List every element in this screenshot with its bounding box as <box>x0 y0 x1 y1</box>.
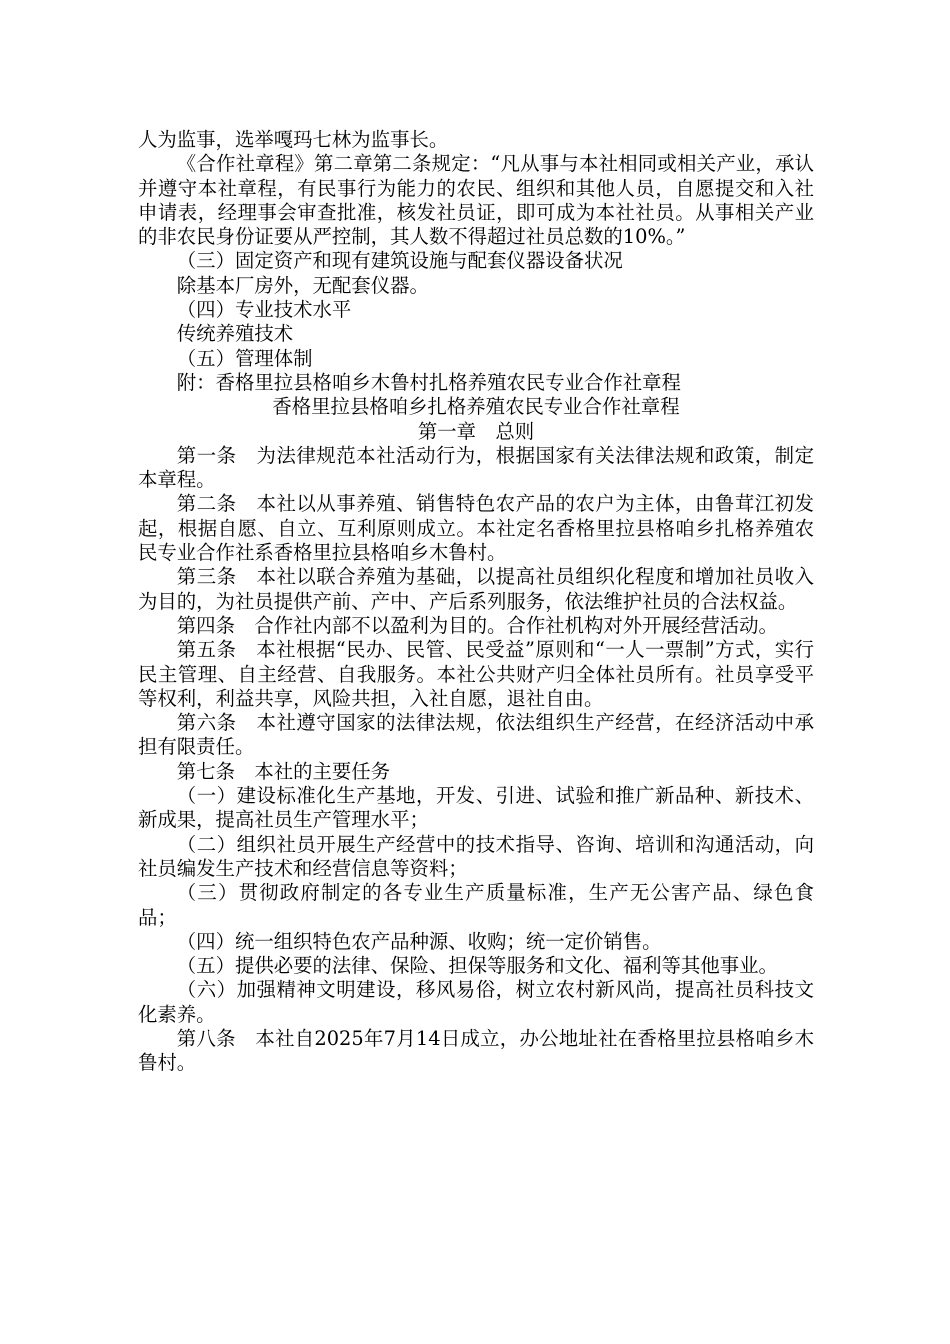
task-item-1: （一）建设标准化生产基地，开发、引进、试验和推广新品种、新技术、新成果，提高社员生产管理水平； <box>138 784 814 832</box>
heading-management: （五）管理体制 <box>176 346 313 370</box>
charter-title: 香格里拉县格咱乡扎格养殖农民专业合作社章程 <box>272 395 680 419</box>
paragraph-appendix: 附：香格里拉县格咱乡木鲁村扎格养殖农民专业合作社章程 <box>176 370 681 394</box>
task-item-3: （三）贯彻政府制定的各专业生产质量标准，生产无公害产品、绿色食品； <box>138 881 814 929</box>
article-2: 第二条 本社以从事养殖、销售特色农产品的农户为主体，由鲁茸江初发起，根据自愿、自立、互利原则成立。本社定名香格里拉县格咱乡扎格养殖农民专业合作社系香格里拉县格咱乡木鲁村。 <box>138 492 814 565</box>
article-3: 第三条 本社以联合养殖为基础，以提高社员组织化程度和增加社员收入为目的，为社员提供产前、产中、产后系列服务，依法维护社员的合法权益。 <box>138 565 814 613</box>
heading-technical-level: （四）专业技术水平 <box>176 298 352 322</box>
task-item-5: （五）提供必要的法律、保险、担保等服务和文化、福利等其他事业。 <box>176 954 778 978</box>
article-6: 第六条 本社遵守国家的法律法规，依法组织生产经营，在经济活动中承担有限责任。 <box>138 711 814 759</box>
article-8: 第八条 本社自2025年7月14日成立，办公地址社在香格里拉县格咱乡木鲁村。 <box>138 1026 814 1075</box>
paragraph-supervisor: 人为监事，选举嘎玛七林为监事长。 <box>138 128 449 151</box>
paragraph-charter-clause: 《合作社章程》第二章第二条规定：“凡从事与本社相同或相关产业，承认并遵守本社章程，有民事行为能力的农民、组织和其他人员，自愿提交和入社申请表，经理事会审查批准，核发社员证，即可成为本社社员。从事相关产业的非农民身份证要从严控制，其人数不得超过社员总数的10%。” <box>138 152 814 249</box>
article-7: 第七条 本社的主要任务 <box>176 759 391 783</box>
task-item-2: （二）组织社员开展生产经营中的技术指导、咨询、培训和沟通活动，向社员编发生产技术和经营信息等资料； <box>138 832 814 880</box>
article-1: 第一条 为法律规范本社活动行为，根据国家有关法律法规和政策，制定本章程。 <box>138 443 814 492</box>
article-4: 第四条 合作社内部不以盈利为目的。合作社机构对外开展经营活动。 <box>176 613 778 637</box>
task-item-6: （六）加强精神文明建设，移风易俗，树立农村新风尚，提高社员科技文化素养。 <box>138 978 814 1026</box>
document-page <box>138 128 814 1076</box>
task-item-4: （四）统一组织特色农产品种源、收购；统一定价销售。 <box>176 929 662 953</box>
paragraph-technical-level: 传统养殖技术 <box>176 322 294 346</box>
paragraph-fixed-assets: 除基本厂房外，无配套仪器。 <box>176 273 429 297</box>
heading-fixed-assets: （三）固定资产和现有建筑设施与配套仪器设备状况 <box>176 249 623 273</box>
article-5: 第五条 本社根据“民办、民管、民受益”原则和“一人一票制”方式，实行民主管理、自主经营、自我服务。本社公共财产归全体社员所有。社员享受平等权利，利益共享，风险共担，入社自愿，退社自由。 <box>138 638 814 710</box>
chapter-heading: 第一章 总则 <box>417 419 535 443</box>
